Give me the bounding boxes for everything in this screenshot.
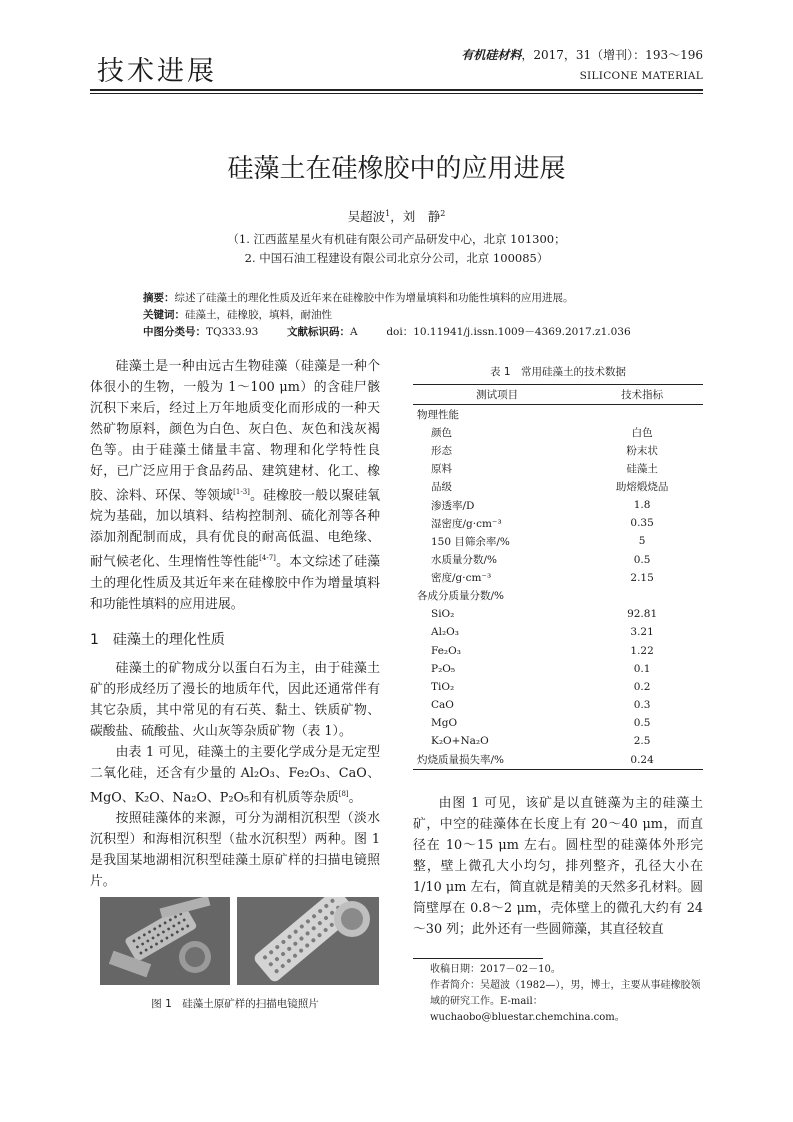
classification-line: [143, 324, 663, 341]
journal-meta: ，2017，31（增刊）：193～196: [521, 48, 703, 62]
citation: [4-7]: [259, 554, 276, 563]
table-cell-item: 灼烧质量损失率/%: [413, 751, 581, 770]
table-cell-item: 原料: [431, 463, 452, 476]
journal-citation: [461, 46, 703, 63]
table-cell-value: 0.35: [630, 517, 654, 530]
table-body: [413, 405, 703, 770]
table-cell-value: 白色: [631, 426, 653, 439]
body-paragraph-right: [413, 793, 703, 940]
table-row: [413, 751, 703, 770]
table-header-row: [413, 385, 703, 405]
table-row: [413, 660, 703, 678]
table-cell-value: 硅藻土: [626, 463, 658, 476]
author-name: 刘 静: [402, 209, 441, 224]
table-cell-value: 1.22: [630, 644, 654, 657]
intro-text: 。硅橡胶一般以聚硅氧烷为基础，加以填料、结构控制剂、硫化剂等各种添加剂配制而成，具有优良的耐高低温、电绝缘、耐气候老化、生理惰性等性能: [90, 488, 381, 570]
sem-image-right: [237, 897, 379, 985]
table-header-value: 技术指标: [581, 385, 703, 405]
table-cell-value: [581, 587, 703, 605]
table-cell-value: 92.81: [627, 608, 658, 621]
table-row: [413, 623, 703, 641]
table-cell-value: 0.5: [633, 553, 651, 566]
doc-code-value: A: [350, 326, 358, 338]
table-cell-value: 2.5: [633, 735, 651, 748]
paragraph: 硅藻土的矿物成分以蛋白石为主，由于硅藻土矿的形成经历了漫长的地质年代，因此还通常伴有其它杂质，其中常见的有石英、黏土、铁质矿物、碳酸盐、硫酸盐、火山灰等杂质矿物（表 1）。: [90, 661, 380, 739]
table-cell-item: 物理性能: [417, 408, 459, 421]
table-caption: 表 1 常用硅藻土的技术数据: [489, 366, 627, 378]
table-cell-item: 各成分质量分数/%: [417, 590, 505, 603]
section-tag: 技术进展: [97, 56, 217, 87]
keywords-label: 关键词：: [143, 309, 185, 321]
author-separator: ，: [390, 209, 403, 224]
paragraph: 按照硅藻体的来源，可分为湖相沉积型（淡水沉积型）和海相沉积型（盐水沉积型）两种。图 1 是我国某地湖相沉积型硅藻土原矿样的扫描电镜照片。: [90, 811, 380, 890]
affiliation-line: （1. 江西蓝星星火有机硅有限公司产品研发中心，北京 101300；: [227, 232, 566, 246]
table-row: [413, 732, 703, 750]
table-cell-item: 水质量分数/%: [431, 554, 498, 567]
clc-label: 中图分类号：: [143, 326, 206, 338]
doi: doi：10.11941/j.issn.1009－4369.2017.z1.036: [386, 326, 631, 338]
body-paragraphs: [90, 658, 380, 892]
table-row: [413, 478, 703, 496]
table-cell-item: 渗透率/D: [431, 499, 475, 512]
table-row: [413, 460, 703, 478]
table-row: [413, 569, 703, 587]
table-cell-value: 0.2: [633, 680, 651, 693]
table-cell-value: 0.24: [581, 751, 703, 770]
table-row: [413, 551, 703, 569]
table-row: [413, 587, 703, 605]
paper-title: 硅藻土在硅橡胶中的应用进展: [227, 154, 566, 184]
authors: [0, 207, 793, 225]
table-cell-item: Fe₂O₃: [431, 644, 461, 657]
journal-english-name: SILICONE MATERIAL: [579, 70, 703, 82]
sem-image-left: [100, 897, 230, 985]
author-sup: 2: [440, 208, 446, 218]
table-cell-item: 湿密度/g·cm⁻³: [431, 517, 502, 530]
author-sup: 1: [385, 208, 391, 218]
citation: [1-3]: [233, 488, 250, 496]
figure-caption: 图 1 硅藻土原矿样的扫描电镜照片: [151, 998, 319, 1010]
table-row: [413, 441, 703, 459]
abstract-text: 综述了硅藻土的理化性质及近年来在硅橡胶中作为增量填料和功能性填料的应用进展。: [174, 292, 574, 304]
author-name: 吴超波: [347, 209, 386, 224]
table-row: [413, 641, 703, 659]
table-cell-value: 1.8: [633, 499, 651, 512]
table-cell-value: 5: [638, 535, 646, 548]
footnote-rule: [413, 958, 543, 959]
table-row: [413, 532, 703, 550]
table-cell-item: SiO₂: [431, 608, 455, 621]
table-row: [413, 496, 703, 514]
doc-code-label: 文献标识码：: [287, 326, 351, 338]
table-cell-value: 助熔煅烧品: [615, 481, 669, 494]
table-cell-item: TiO₂: [431, 680, 455, 693]
table-cell-item: P₂O₅: [431, 662, 456, 675]
table-cell-value: 2.15: [630, 571, 654, 584]
table-cell-item: 150 目筛余率/%: [431, 535, 510, 548]
table-header-item: 测试项目: [413, 385, 581, 405]
table-cell-value: [581, 405, 703, 424]
table-row: [413, 678, 703, 696]
affiliation-line: 2. 中国石油工程建设有限公司北京分公司，北京 100085）: [244, 251, 549, 265]
table-cell-item: Al₂O₃: [431, 626, 459, 639]
keywords-text: 硅藻土，硅橡胶，填料，耐油性: [185, 309, 332, 321]
table-row: [413, 405, 703, 424]
table-row: [413, 514, 703, 532]
table-cell-item: CaO: [431, 699, 454, 712]
table-cell-item: 品级: [431, 481, 452, 494]
keywords: [143, 307, 663, 324]
table-cell-item: 形态: [431, 444, 452, 457]
header-rule-thin: [90, 93, 703, 94]
table-cell-item: 颜色: [431, 426, 452, 439]
technical-data-table: [413, 384, 703, 770]
table-row: [413, 714, 703, 732]
abstract-label: 摘要：: [143, 292, 175, 304]
footnote-bio: 作者简介：吴超波（1982—），男，博士，主要从事硅橡胶领域的研究工作。E-mail：wuchaobo@bluestar.chemchina.com。: [430, 980, 701, 1023]
table-cell-item: K₂O+Na₂O: [431, 735, 489, 748]
table-cell-value: 粉末状: [626, 444, 658, 457]
abstract: [143, 290, 663, 307]
journal-name: 有机硅材料: [461, 48, 522, 62]
table-row: [413, 696, 703, 714]
table-cell-value: 3.21: [630, 626, 654, 639]
paragraph: 由表 1 可见，硅藻土的主要化学成分是无定型二氧化硅，还含有少量的 Al₂O₃、Fe₂O₃、CaO、MgO、K₂O、Na₂O、P₂O₅和有机质等杂质[8]。: [90, 745, 380, 806]
header-rule: [90, 89, 703, 91]
table-cell-value: 0.1: [633, 662, 651, 675]
intro-text: 。本文综述了硅藻土的理化性质及其近年来在硅橡胶中作为增量填料和功能性填料的应用进展。: [90, 554, 381, 612]
intro-paragraph: [90, 356, 380, 615]
table-cell-item: 密度/g·cm⁻³: [431, 572, 492, 585]
table-cell-value: 0.3: [633, 699, 651, 712]
table-row: [413, 423, 703, 441]
intro-text: 硅藻土是一种由远古生物硅藻（硅藻是一种个体很小的生物，一般为 1～100 μm）的含硅尸骸沉积下来后，经过上万年地质变化而形成的一种天然矿物原料，颜色为白色、灰白色、灰色和浅灰褐色等。由于硅藻土储量丰富、物理和化学特性良好，已广泛应用于食品药品、建筑建材、化工、橡胶、涂料、环保、等领域: [90, 359, 380, 504]
table-cell-value: 0.5: [633, 717, 651, 730]
citation: [8]: [338, 790, 349, 798]
table-cell-item: MgO: [431, 717, 458, 730]
section-heading: 1 硅藻土的理化性质: [90, 632, 225, 648]
footnote-received: 收稿日期：2017－02－10。: [430, 964, 561, 975]
table-row: [413, 605, 703, 623]
paragraph: 由图 1 可见，该矿是以直链藻为主的硅藻土矿，中空的硅藻体在长度上有 20～40 μm，而直径在 10～15 μm 左右。圆柱型的硅藻体外形完整，壁上微孔大小均匀，排列整齐，孔径大小在 1/10 μm 左右，简直就是精美的天然多孔材料。圆筒壁厚在 0.8～2 μm，壳体壁上的微孔大约有 24～30 列；此外还有一些圆筛藻，其直径较直: [413, 796, 703, 937]
clc-value: TQ333.93: [206, 326, 259, 338]
